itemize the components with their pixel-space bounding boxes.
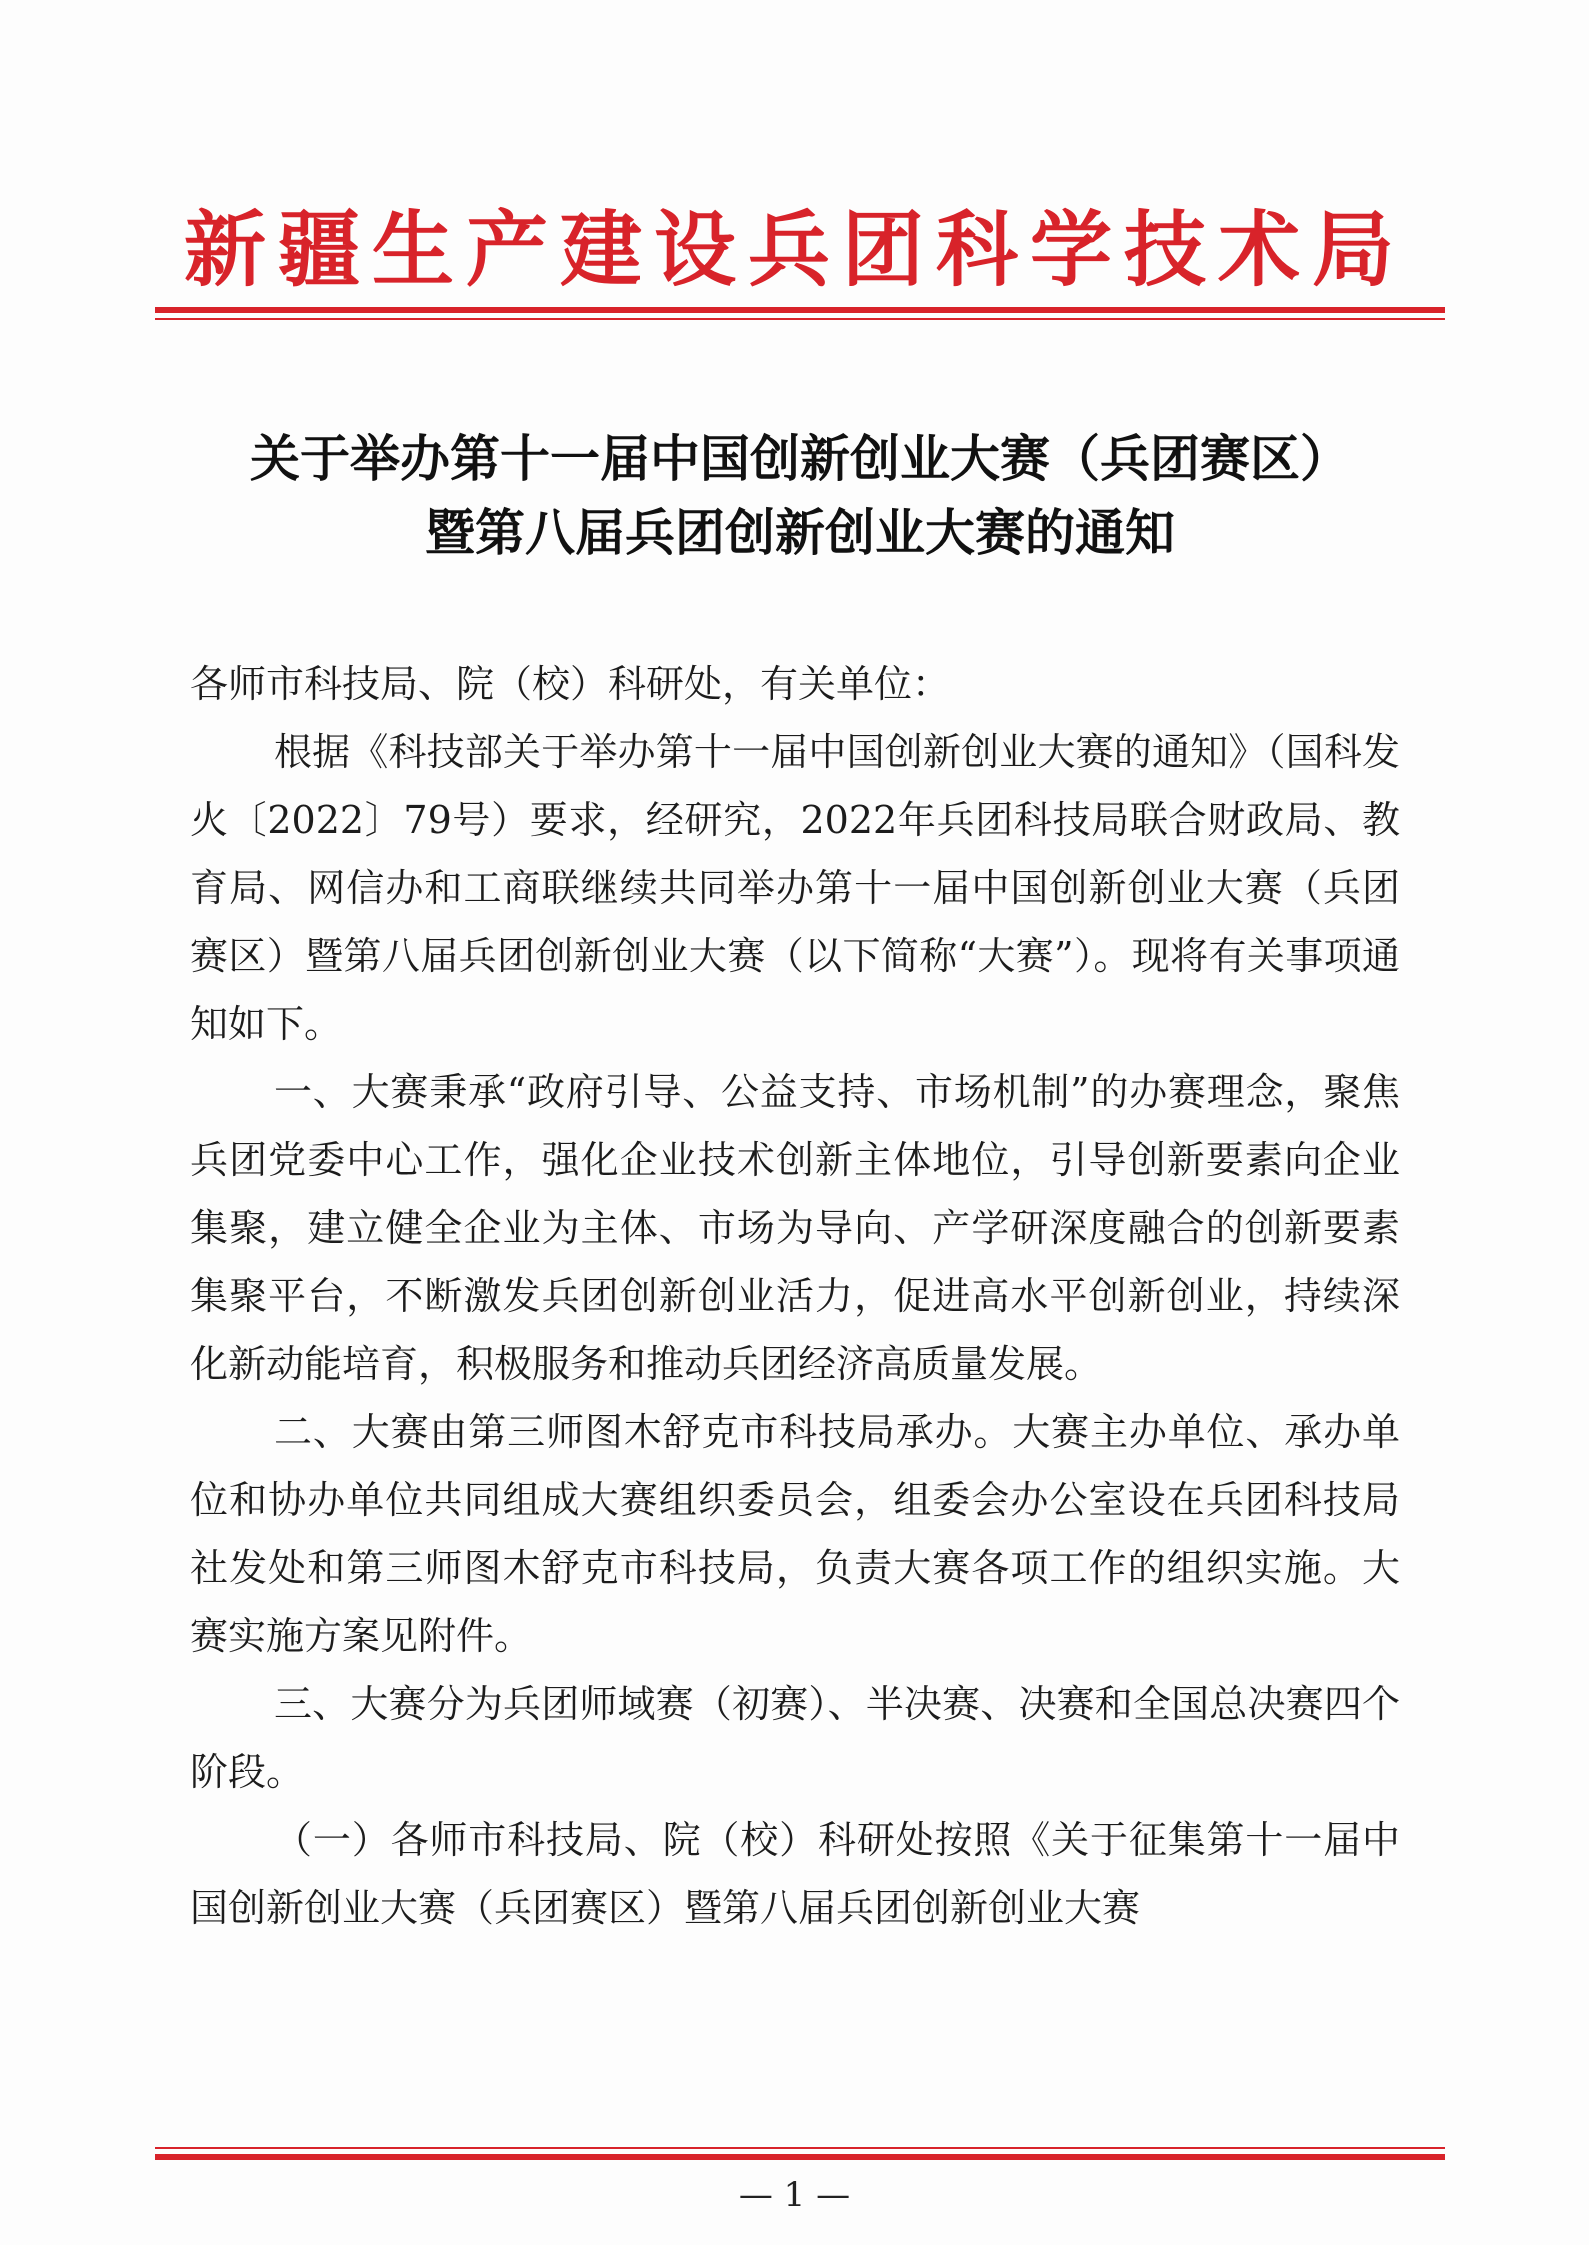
salutation: 各师市科技局、院（校）科研处，有关单位： (190, 662, 951, 706)
footer-divider-thin (155, 2147, 1445, 2149)
document-body (190, 650, 1400, 1942)
page-number: — 1 — (738, 2175, 851, 2215)
paragraph-item-three: 三、大赛分为兵团师域赛（初赛）、半决赛、决赛和全国总决赛四个阶段。 (190, 1682, 1400, 1794)
paragraph-intro: 根据《科技部关于举办第十一届中国创新创业大赛的通知》（国科发火〔2022〕79号）要求，经研究，2022年兵团科技局联合财政局、教育局、网信办和工商联继续共同举办第十一届中国创新创业大赛（兵团赛区）暨第八届兵团创新创业大赛（以下简称“大赛”）。现将有关事项通知如下。 (190, 730, 1400, 1046)
letterhead-org-name: 新疆生产建设兵团科学技术局 (183, 203, 1406, 298)
document-title-line2: 暨第八届兵团创新创业大赛的通知 (425, 504, 1175, 562)
paragraph-subitem-one: （一）各师市科技局、院（校）科研处按照《关于征集第十一届中国创新创业大赛（兵团赛区）暨第八届兵团创新创业大赛 (190, 1818, 1400, 1930)
letterhead-divider-thin (155, 318, 1445, 320)
paragraph-item-two: 二、大赛由第三师图木舒克市科技局承办。大赛主办单位、承办单位和协办单位共同组成大赛组织委员会，组委会办公室设在兵团科技局社发处和第三师图木舒克市科技局，负责大赛各项工作的组织实施。大赛实施方案见附件。 (190, 1410, 1400, 1658)
footer-divider-thick (155, 2154, 1445, 2160)
paragraph-item-one: 一、大赛秉承“政府引导、公益支持、市场机制”的办赛理念，聚焦兵团党委中心工作，强化企业技术创新主体地位，引导创新要素向企业集聚，建立健全企业为主体、市场为导向、产学研深度融合的创新要素集聚平台，不断激发兵团创新创业活力，促进高水平创新创业，持续深化新动能培育，积极服务和推动兵团经济高质量发展。 (190, 1070, 1400, 1386)
document-title-line1: 关于举办第十一届中国创新创业大赛（兵团赛区） (250, 430, 1350, 488)
letterhead-divider-thick (155, 307, 1445, 313)
